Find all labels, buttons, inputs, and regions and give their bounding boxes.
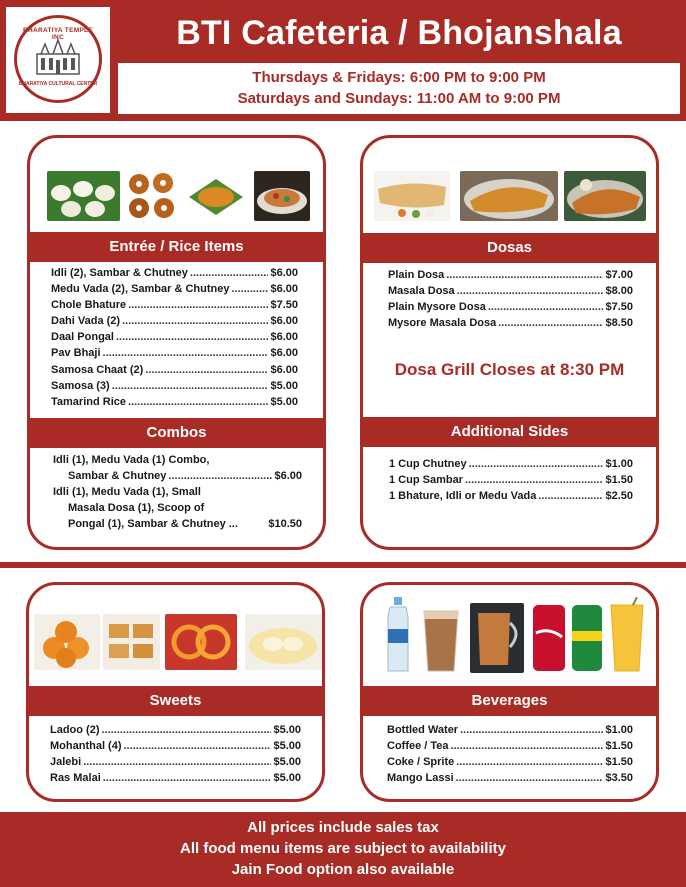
menu-item-price: $1.00 — [605, 458, 633, 470]
menu-item-price: $2.50 — [605, 490, 633, 503]
menu-item-name: Daal Pongal — [51, 331, 114, 344]
menu-item — [387, 754, 633, 770]
menu-item-name: Dahi Vada (2) — [51, 315, 121, 328]
menu-item-price: $5.00 — [273, 740, 301, 753]
beverages-card — [360, 582, 659, 802]
combo-1-price-row — [53, 468, 302, 484]
tea-photo — [470, 603, 524, 673]
sides-heading: Additional Sides — [363, 417, 656, 447]
logo-text-top: BHARATIYA TEMPLE INC — [23, 27, 93, 41]
menu-item-price: $7.50 — [605, 301, 633, 314]
dosas-list — [363, 267, 656, 331]
menu-item — [51, 345, 298, 361]
menu-item-name: Tamarind Rice — [51, 395, 126, 408]
dot-leader — [124, 738, 272, 754]
combo-1-price: $6.00 — [274, 470, 302, 483]
menu-item-price: $6.00 — [270, 363, 298, 376]
menu-item-price: $1.00 — [605, 724, 633, 736]
hours-line-2: Saturdays and Sundays: 11:00 AM to 9:00 PM — [237, 90, 561, 107]
menu-item-price: $3.50 — [605, 772, 633, 785]
dot-leader — [460, 722, 603, 738]
menu-item — [388, 283, 633, 299]
menu-item-price: $8.00 — [605, 285, 633, 298]
menu-item-name: Idli (2), Sambar & Chutney — [51, 267, 188, 279]
menu-item — [51, 329, 298, 345]
combo-2-line-2: Masala Dosa (1), Scoop of — [68, 502, 205, 515]
menu-item-price: $7.00 — [605, 269, 633, 281]
vada-photo — [126, 171, 178, 221]
combo-1-line-1: Idli (1), Medu Vada (1) Combo, — [53, 454, 210, 466]
mango-lassi-photo — [607, 597, 647, 673]
menu-item-name: Medu Vada (2), Sambar & Chutney — [51, 283, 230, 296]
menu-item — [50, 722, 301, 738]
menu-item-price: $7.50 — [270, 299, 298, 312]
menu-item — [389, 488, 633, 504]
sweets-card — [26, 582, 325, 802]
section-divider — [0, 562, 686, 568]
menu-item — [50, 738, 301, 754]
sprite-can-photo — [569, 603, 605, 673]
dot-leader — [231, 281, 268, 297]
dot-leader — [456, 754, 603, 770]
logo-seal — [14, 15, 102, 103]
dot-leader — [102, 722, 272, 738]
menu-item — [389, 472, 633, 488]
dosas-heading: Dosas — [363, 233, 656, 263]
jalebi-photo — [165, 614, 237, 670]
logo — [6, 7, 110, 113]
menu-item-price: $6.00 — [270, 267, 298, 279]
menu-item-name: Samosa Chaat (2) — [51, 363, 144, 376]
dot-leader — [128, 394, 268, 410]
dot-leader — [446, 267, 603, 283]
dot-leader — [456, 770, 604, 786]
menu-item-price: $5.00 — [273, 772, 301, 785]
dot-leader — [469, 456, 604, 472]
dot-leader — [457, 283, 604, 299]
menu-item-name: Mysore Masala Dosa — [388, 317, 497, 330]
menu-item — [387, 722, 633, 738]
coffee-photo — [420, 603, 462, 673]
menu-item-price: $6.00 — [270, 347, 298, 360]
sides-list — [363, 456, 656, 504]
menu-item-name: Samosa (3) — [51, 379, 110, 392]
combo-1-line-2: Sambar & Chutney — [68, 470, 167, 483]
rice-photo — [185, 171, 247, 221]
dot-leader — [103, 345, 269, 361]
combo-2-line-3: Pongal (1), Sambar & Chutney ... — [68, 518, 238, 531]
menu-item — [51, 362, 298, 378]
menu-item-name: 1 Bhature, Idli or Medu Vada — [389, 490, 537, 503]
combo-2-price-row — [53, 516, 302, 532]
menu-item-name: 1 Cup Sambar — [389, 474, 463, 487]
combos-list — [30, 452, 323, 532]
menu-item — [51, 297, 298, 313]
menu-item-name: Coffee / Tea — [387, 740, 449, 753]
logo-text-bottom: BHARATIYA CULTURAL CENTER — [18, 81, 98, 87]
hours-box — [118, 63, 680, 114]
masala-dosa-photo — [460, 171, 558, 221]
menu-item — [387, 738, 633, 754]
menu-item-price: $8.50 — [605, 317, 633, 330]
dot-leader — [116, 329, 269, 345]
beverages-list — [363, 722, 656, 786]
menu-item-price: $6.00 — [270, 315, 298, 328]
footer-line-1: All prices include sales tax — [247, 819, 439, 836]
menu-item — [51, 265, 298, 281]
dot-leader — [488, 299, 604, 315]
dot-leader — [128, 297, 268, 313]
menu-item-name: Ladoo (2) — [50, 724, 100, 736]
menu-item-name: Mohanthal (4) — [50, 740, 122, 753]
coke-can-photo — [530, 603, 568, 673]
menu-item — [388, 267, 633, 283]
menu-item-name: 1 Cup Chutney — [389, 458, 467, 470]
dot-leader — [112, 378, 269, 394]
menu-item-price: $5.00 — [273, 724, 301, 736]
dot-leader — [498, 315, 603, 331]
menu-item-price: $1.50 — [605, 740, 633, 753]
menu-item-name: Ras Malai — [50, 772, 101, 785]
dot-leader — [122, 313, 268, 329]
dot-leader — [538, 488, 603, 504]
menu-item-price: $6.00 — [270, 283, 298, 296]
menu-item — [51, 281, 298, 297]
combo-2-price: $10.50 — [268, 518, 302, 531]
chaat-photo — [254, 171, 310, 221]
menu-item-price: $6.00 — [270, 331, 298, 344]
combos-heading: Combos — [30, 418, 323, 448]
menu-item — [51, 378, 298, 394]
menu-item-price: $5.00 — [270, 379, 298, 392]
footer-line-3: Jain Food option also available — [231, 861, 455, 878]
entree-heading: Entrée / Rice Items — [30, 232, 323, 262]
dot-leader — [190, 265, 269, 281]
mohanthal-photo — [103, 614, 160, 670]
plain-dosa-photo — [374, 171, 450, 221]
ras-malai-photo — [245, 614, 322, 670]
dot-leader — [83, 754, 271, 770]
footer — [0, 812, 686, 887]
ladoo-photo — [34, 614, 100, 670]
menu-item — [50, 770, 301, 786]
menu-item — [51, 313, 298, 329]
dosa-grill-notice: Dosa Grill Closes at 8:30 PM — [394, 360, 625, 379]
temple-icon — [35, 38, 81, 76]
footer-line-2: All food menu items are subject to availability — [180, 840, 506, 857]
menu-item-price: $1.50 — [605, 756, 633, 769]
sweets-heading: Sweets — [29, 686, 322, 716]
menu-item — [389, 456, 633, 472]
entree-combos-card — [27, 135, 326, 550]
menu-item — [388, 299, 633, 315]
menu-item-name: Masala Dosa — [388, 285, 455, 298]
mysore-dosa-photo — [564, 171, 646, 221]
combo-2-line-1: Idli (1), Medu Vada (1), Small — [53, 486, 201, 499]
menu-item — [51, 394, 298, 410]
menu-item-name: Coke / Sprite — [387, 756, 455, 769]
menu-item-name: Bottled Water — [387, 724, 459, 736]
dot-leader — [145, 362, 268, 378]
dot-leader — [103, 770, 272, 786]
idli-photo — [47, 171, 120, 221]
menu-item-name: Jalebi — [50, 756, 82, 769]
menu-item — [50, 754, 301, 770]
sweets-list — [29, 722, 322, 786]
menu-item — [388, 315, 633, 331]
hours-line-1: Thursdays & Fridays: 6:00 PM to 9:00 PM — [252, 69, 546, 86]
menu-item-price: $1.50 — [605, 474, 633, 487]
menu-item-name: Plain Mysore Dosa — [388, 301, 486, 314]
menu-item-name: Chole Bhature — [51, 299, 127, 312]
menu-item-name: Mango Lassi — [387, 772, 454, 785]
dosas-sides-card — [360, 135, 659, 550]
page-title: BTI Cafeteria / Bhojanshala — [176, 14, 622, 52]
menu-item-price: $5.00 — [273, 756, 301, 769]
menu-item-price: $5.00 — [270, 395, 298, 408]
menu-item-name: Pav Bhaji — [51, 347, 101, 360]
menu-item-name: Plain Dosa — [388, 269, 445, 281]
dot-leader — [465, 472, 604, 488]
water-bottle-photo — [384, 597, 412, 673]
entree-list — [30, 265, 323, 410]
dot-leader — [451, 738, 604, 754]
beverages-heading: Beverages — [363, 686, 656, 716]
menu-item — [387, 770, 633, 786]
